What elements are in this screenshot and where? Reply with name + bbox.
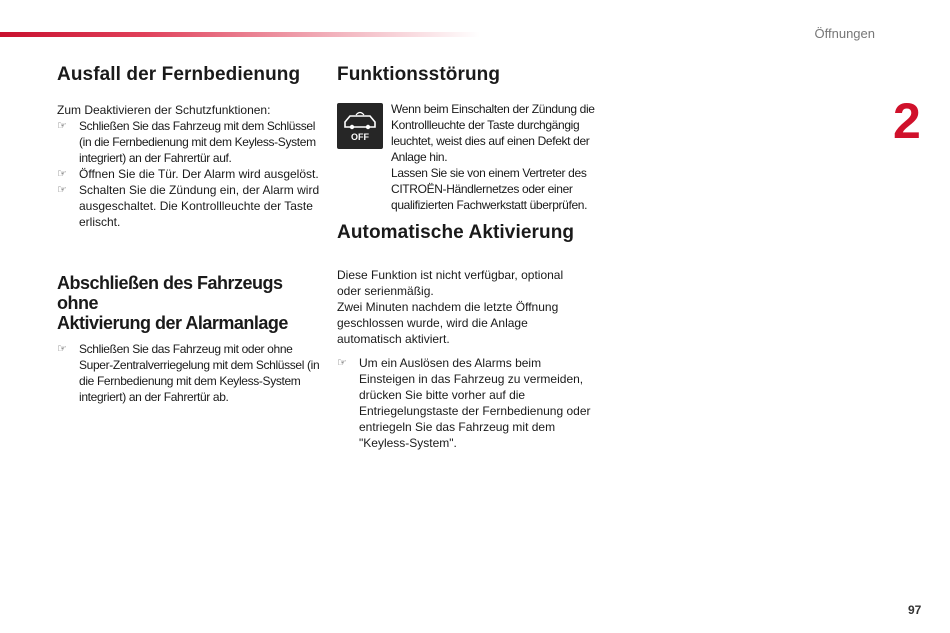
activation-steps bbox=[337, 355, 597, 451]
list-item: ☞ Schalten Sie die Zündung ein, der Alarm wird ausgeschaltet. Die Kontrollleuchte der Taste erlischt. bbox=[57, 183, 320, 229]
right-column-lower bbox=[337, 222, 607, 451]
malfunction-advice: Lassen Sie sie von einem Vertreter des CITROËN-Händlernetzes oder einer qualifizierten Fachwerkstatt überprüfen. bbox=[391, 166, 588, 212]
alarm-off-icon bbox=[337, 103, 383, 149]
heading-lock-without-alarm: Abschließen des Fahrzeugs ohne Aktivierung der Alarmanlage bbox=[57, 273, 288, 333]
pointing-hand-icon: ☞ bbox=[57, 184, 67, 196]
chapter-number: 2 bbox=[893, 93, 921, 149]
pointing-hand-icon: ☞ bbox=[57, 168, 67, 180]
pointing-hand-icon: ☞ bbox=[57, 343, 67, 355]
activation-availability: Diese Funktion ist nicht verfügbar, optional oder serienmäßig. bbox=[337, 268, 564, 298]
alarm-off-label: OFF bbox=[351, 132, 369, 142]
lock-without-alarm-steps bbox=[57, 341, 322, 405]
list-item: ☞ Öffnen Sie die Tür. Der Alarm wird ausgelöst. bbox=[57, 167, 319, 181]
list-item: ☞ Schließen Sie das Fahrzeug mit oder ohne Super-Zentralverriegelung mit dem Schlüssel (in die Fernbedienung mit dem Keyless-System integriert) an der Fahrertür ab. bbox=[57, 342, 320, 404]
activation-description: Zwei Minuten nachdem die letzte Öffnung geschlossen wurde, wird die Anlage automatisch aktiviert. bbox=[337, 300, 559, 346]
pointing-hand-icon: ☞ bbox=[337, 357, 347, 369]
section-title: Öffnungen bbox=[814, 26, 875, 41]
heading-remote-failure: Ausfall der Fernbedienung bbox=[57, 64, 301, 85]
malfunction-text bbox=[391, 101, 601, 213]
page-number: 97 bbox=[908, 603, 922, 617]
intro-text: Zum Deaktivieren der Schutzfunktionen: bbox=[57, 103, 271, 117]
right-column-top bbox=[337, 64, 607, 86]
heading-automatic-activation: Automatische Aktivierung bbox=[337, 222, 575, 243]
header-accent-bar bbox=[0, 32, 480, 37]
heading-malfunction: Funktionsstörung bbox=[337, 64, 501, 85]
malfunction-description: Wenn beim Einschalten der Zündung die Kontrollleuchte der Taste durchgängig leuchtet, weist dies auf einen Defekt der Anlage hin. bbox=[391, 102, 595, 164]
left-column-lower bbox=[57, 273, 322, 405]
pointing-hand-icon: ☞ bbox=[57, 120, 67, 132]
remote-failure-steps bbox=[57, 118, 322, 230]
list-item: ☞ Um ein Auslösen des Alarms beim Einsteigen in das Fahrzeug zu vermeiden, drücken Sie bitte vorher auf die Entriegelungstaste der Fernbedienung oder entriegeln Sie das Fahrzeug mit dem "Keyless-System". bbox=[337, 356, 591, 450]
left-column bbox=[57, 64, 322, 230]
list-item: ☞ Schließen Sie das Fahrzeug mit dem Schlüssel (in die Fernbedienung mit dem Keyless-System integriert) an der Fahrertür auf. bbox=[57, 119, 316, 165]
